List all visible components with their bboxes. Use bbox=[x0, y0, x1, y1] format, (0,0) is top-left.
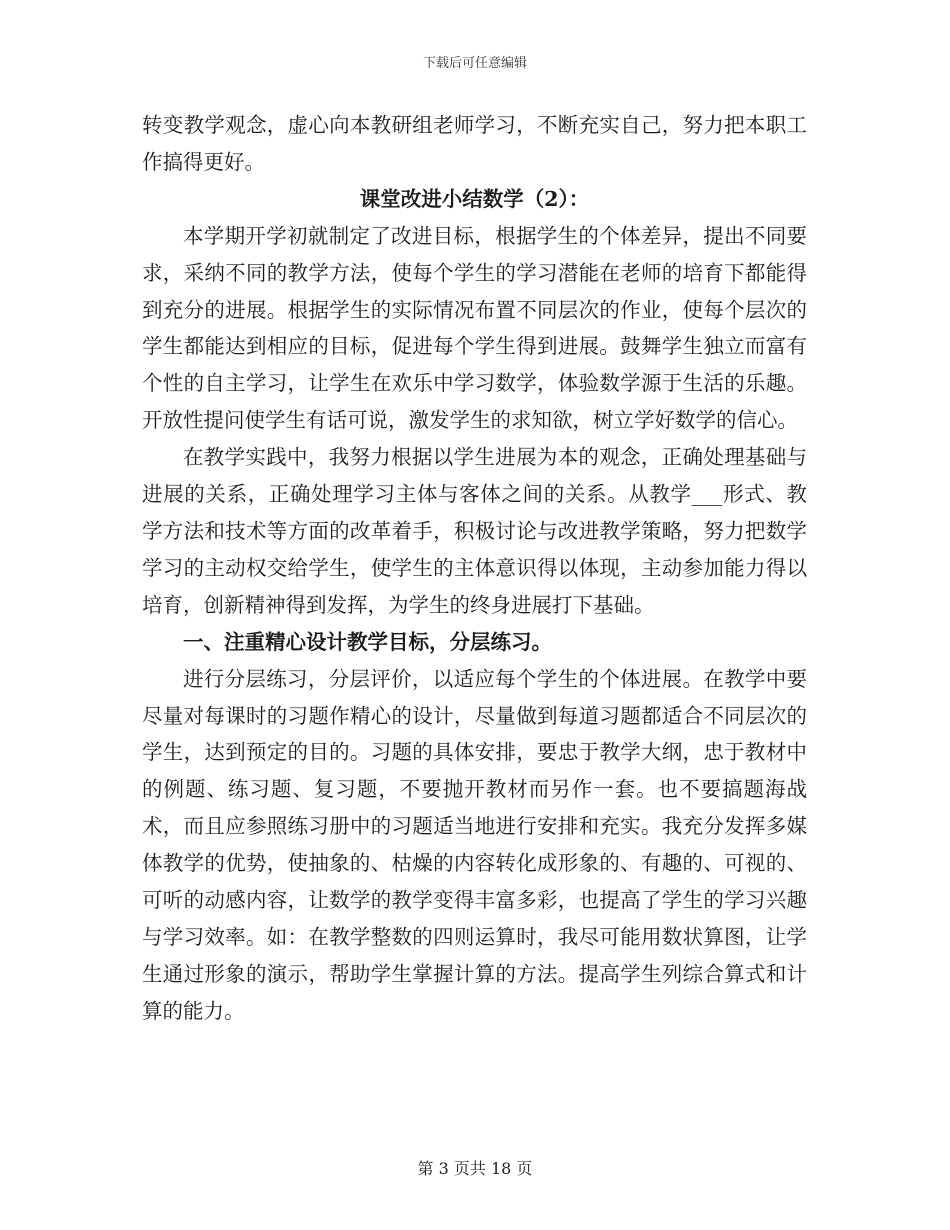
page-footer: 第 3 页共 18 页 bbox=[417, 1159, 533, 1178]
subheading-1: 一、注重精心设计教学目标，分层练习。 bbox=[183, 629, 552, 654]
paragraph-3: 进行分层练习，分层评价，以适应每个学生的个体进展。在教学中要尽量对每课时的习题作精心的设计，尽量做到每道习题都适合不同层次的学生，达到预定的目的。习题的具体安排，要忠于教学大纲，忠于教材中的例题、练习题、复习题，不要抛开教材而另作一套。也不要搞题海战术，而且应参照练习册中的习题适当地进行安排和充实。我充分发挥多媒体教学的优势，使抽象的、枯燥的内容转化成形象的、有趣的、可视的、可听的动感内容，让数学的教学变得丰富多彩，也提高了学生的学习兴趣与学习效率。如：在教学整数的四则运算时，我尽可能用数状算图，让学生通过形象的演示，帮助学生掌握计算的方法。提高学生列综合算式和计算的能力。 bbox=[142, 666, 807, 1023]
page-header: 下载后可任意编辑 bbox=[422, 56, 527, 71]
document-body bbox=[142, 107, 807, 1030]
section-title: 课堂改进小结数学（2）： bbox=[359, 186, 590, 211]
paragraph-1: 本学期开学初就制定了改进目标，根据学生的个体差异，提出不同要求，采纳不同的教学方法，使每个学生的学习潜能在老师的培育下都能得到充分的进展。根据学生的实际情况布置不同层次的作业，使每个层次的学生都能达到相应的目标，促进每个学生得到进展。鼓舞学生独立而富有个性的自主学习，让学生在欢乐中学习数学，体验数学源于生活的乐趣。开放性提问使学生有话可说，激发学生的求知欲，树立学好数学的信心。 bbox=[142, 223, 807, 433]
paragraph-2: 在教学实践中，我努力根据以学生进展为本的观念，正确处理基础与进展的关系，正确处理学习主体与客体之间的关系。从教学___形式、教学方法和技术等方面的改革着手，积极讨论与改进教学策略，努力把数学学习的主动权交给学生，使学生的主体意识得以体现，主动参加能力得以培育，创新精神得到发挥，为学生的终身进展打下基础。 bbox=[142, 445, 807, 617]
paragraph-continuation: 转变教学观念，虚心向本教研组老师学习，不断充实自己，努力把本职工作搞得更好。 bbox=[142, 113, 807, 174]
